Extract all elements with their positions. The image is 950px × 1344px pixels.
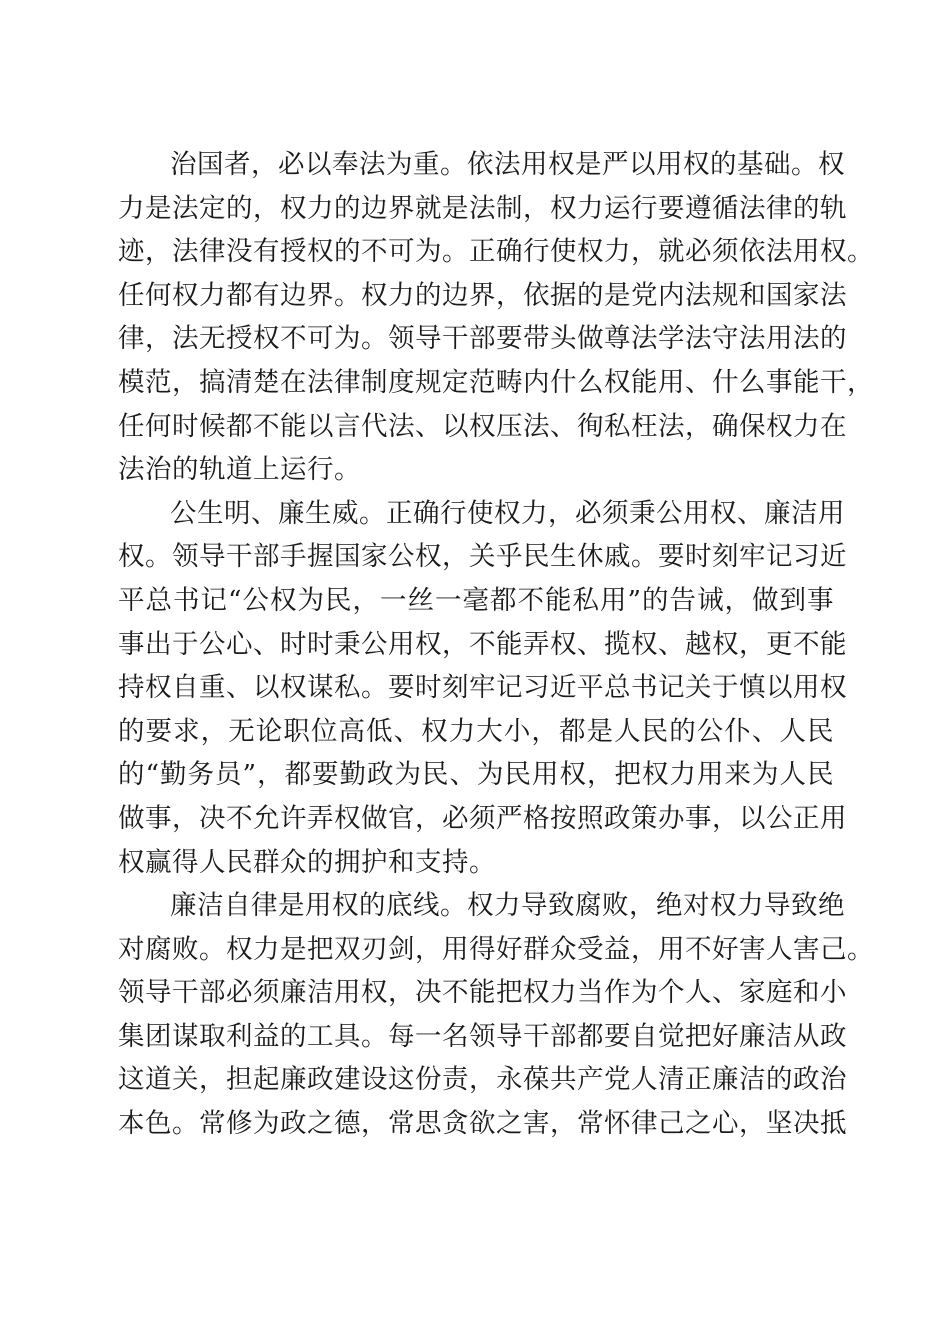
paragraph-1-line-2: 力是法定的，权力的边界就是法制，权力运行要遵循法律的轨 xyxy=(118,192,847,224)
paragraph-1-line-8: 法治的轨道上运行。 xyxy=(118,454,361,486)
paragraph-2-line-2: 权。领导干部手握国家公权，关乎民生休戚。要时刻牢记习近 xyxy=(118,541,847,573)
paragraph-3-line-3: 领导干部必须廉洁用权，决不能把权力当作为个人、家庭和小 xyxy=(118,977,847,1009)
paragraph-1-line-5: 律，法无授权不可为。领导干部要带头做尊法学法守法用法的 xyxy=(118,323,847,355)
paragraph-2-line-3: 平总书记“公权为民，一丝一毫都不能私用”的告诫，做到事 xyxy=(118,584,834,616)
paragraph-2-line-4: 事出于公心、时时秉公用权，不能弄权、揽权、越权，更不能 xyxy=(118,628,847,660)
paragraph-3-line-5: 这道关，担起廉政建设这份责，永葆共产党人清正廉洁的政治 xyxy=(118,1064,847,1096)
paragraph-2-line-8: 做事，决不允许弄权做官，必须严格按照政策办事，以公正用 xyxy=(118,802,847,834)
paragraph-1-line-3: 迹，法律没有授权的不可为。正确行使权力，就必须依法用权。 xyxy=(118,236,874,268)
paragraph-2-line-7: 的“勤务员”，都要勤政为民、为民用权，把权力用来为人民 xyxy=(118,759,834,791)
paragraph-1-line-6: 模范，搞清楚在法律制度规定范畴内什么权能用、什么事能干， xyxy=(118,366,874,398)
paragraph-2-line-9: 权赢得人民群众的拥护和支持。 xyxy=(118,846,496,878)
paragraph-2-line-6: 的要求，无论职位高低、权力大小，都是人民的公仆、人民 xyxy=(118,715,834,747)
paragraph-2-line-1: 公生明、廉生威。正确行使权力，必须秉公用权、廉洁用 xyxy=(170,497,845,529)
paragraph-3-line-6: 本色。常修为政之德，常思贪欲之害，常怀律己之心，坚决抵 xyxy=(118,1108,847,1140)
paragraph-3-line-2: 对腐败。权力是把双刃剑，用得好群众受益，用不好害人害己。 xyxy=(118,933,874,965)
paragraph-1-line-4: 任何权力都有边界。权力的边界，依据的是党内法规和国家法 xyxy=(118,279,847,311)
document-body xyxy=(118,143,874,1146)
paragraph-3-line-1: 廉洁自律是用权的底线。权力导致腐败，绝对权力导致绝 xyxy=(170,890,845,922)
paragraph-1-line-7: 任何时候都不能以言代法、以权压法、徇私枉法，确保权力在 xyxy=(118,410,847,442)
paragraph-2-line-5: 持权自重、以权谋私。要时刻牢记习近平总书记关于慎以用权 xyxy=(118,672,847,704)
paragraph-1-line-1: 治国者，必以奉法为重。依法用权是严以用权的基础。权 xyxy=(170,149,845,180)
paragraph-3-line-4: 集团谋取利益的工具。每一名领导干部都要自觉把好廉洁从政 xyxy=(118,1020,847,1052)
